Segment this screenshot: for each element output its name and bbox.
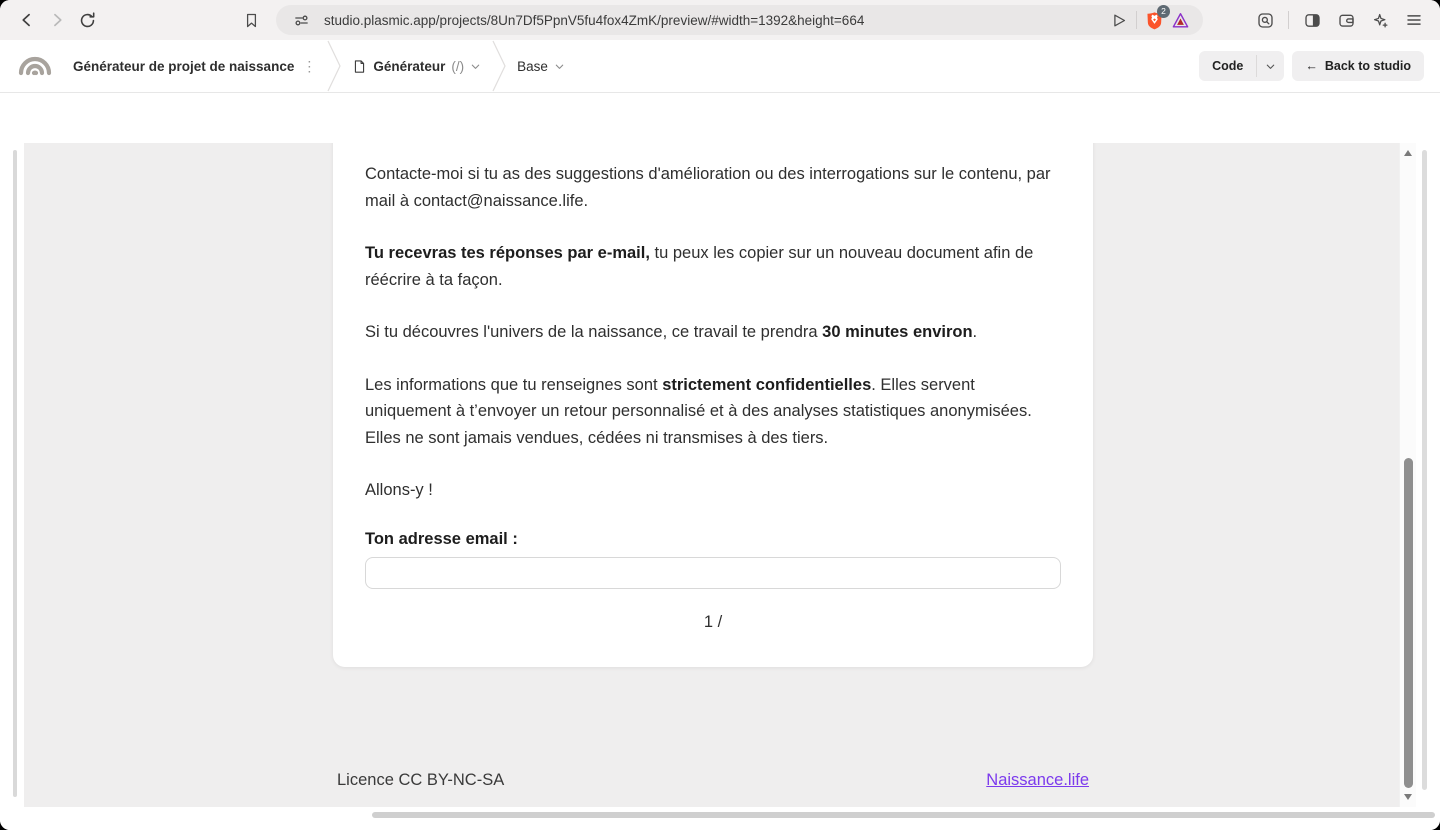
email-label: Ton adresse email :: [365, 529, 518, 548]
reload-icon[interactable]: [72, 5, 102, 35]
variant-label: Base: [517, 58, 548, 74]
back-to-studio-label: Back to studio: [1324, 59, 1411, 73]
plasmic-toolbar: [0, 40, 1440, 93]
page-name: Générateur: [373, 58, 446, 74]
resize-handle-left[interactable]: [13, 150, 17, 797]
kebab-menu-icon[interactable]: ⋮: [302, 57, 317, 74]
license-text: Licence CC BY-NC-SA: [337, 771, 505, 789]
search-tabs-icon[interactable]: [1251, 6, 1279, 34]
chevron-down-icon: [554, 61, 565, 72]
variant-selector[interactable]: [517, 59, 565, 74]
browser-toolbar: [0, 0, 1440, 40]
paragraph-privacy: Les informations que tu renseignes sont strictement confidentielles. Elles servent uniquement à t’envoyer un retour personnalisé et à des analyses statistiques anonymisées. Elles ne sont jamais vendues, cédées ni transmises à des tiers.: [365, 375, 1032, 447]
bookmark-icon[interactable]: [236, 5, 266, 35]
shield-badge: 2: [1157, 5, 1170, 18]
back-icon[interactable]: [12, 5, 42, 35]
vertical-scrollbar[interactable]: [1399, 143, 1416, 807]
project-title: Générateur de projet de naissance: [73, 58, 295, 74]
page-file-icon: [352, 59, 367, 74]
omnibox-divider: [1136, 11, 1137, 29]
scroll-up-arrow-icon[interactable]: [1404, 150, 1412, 156]
chevron-down-icon: [1265, 61, 1276, 72]
code-dropdown-button[interactable]: [1257, 51, 1284, 81]
url-text[interactable]: studio.plasmic.app/projects/8Un7Df5PpnV5fu4fox4ZmK/preview/#width=1392&height=664: [324, 12, 865, 28]
paragraph-letsgo: Allons-y !: [365, 481, 433, 499]
toolbar-divider: [1288, 11, 1289, 29]
forward-icon[interactable]: [42, 5, 72, 35]
triangle-extension-icon[interactable]: [1167, 7, 1193, 33]
wallet-icon[interactable]: [1332, 6, 1360, 34]
email-input[interactable]: [365, 557, 1061, 589]
paragraph-duration: Si tu découvres l'univers de la naissance, ce travail te prendra 30 minutes environ.: [365, 323, 978, 341]
preview-viewport: [24, 143, 1416, 807]
breadcrumb-separator: [326, 40, 342, 92]
send-icon[interactable]: [1106, 7, 1132, 33]
viewport-footer: [337, 771, 1089, 790]
scroll-down-arrow-icon[interactable]: [1404, 794, 1412, 800]
tune-icon[interactable]: [288, 7, 314, 33]
vertical-scrollbar-thumb[interactable]: [1404, 458, 1413, 788]
resize-handle-right[interactable]: [1422, 150, 1427, 790]
sidebar-icon[interactable]: [1298, 6, 1326, 34]
sparkle-ai-icon[interactable]: [1366, 6, 1394, 34]
breadcrumb-separator: [491, 40, 507, 92]
paragraph-responses: Tu recevras tes réponses par e-mail, tu peux les copier sur un nouveau document afin de réécrire à ta façon.: [365, 244, 1034, 289]
code-split-button: [1199, 51, 1284, 81]
menu-icon[interactable]: [1400, 6, 1428, 34]
code-button[interactable]: Code: [1212, 59, 1244, 73]
form-card: [333, 143, 1093, 667]
back-to-studio-button[interactable]: [1292, 51, 1424, 81]
left-arrow-icon: ←: [1305, 59, 1318, 73]
paragraph-contact: Contacte-moi si tu as des suggestions d'amélioration ou des interrogations sur le contenu, par mail à contact@naissance.life.: [365, 165, 1051, 210]
page-path: (/): [451, 58, 465, 74]
plasmic-logo-icon: [15, 46, 55, 86]
chevron-down-icon: [470, 61, 481, 72]
preview-page: [0, 93, 1440, 830]
brave-shield-icon[interactable]: [1141, 7, 1167, 33]
breadcrumb-page[interactable]: [352, 59, 481, 74]
naissance-life-link[interactable]: Naissance.life: [986, 771, 1089, 789]
page-counter: 1 /: [703, 612, 723, 631]
address-bar[interactable]: [276, 5, 1203, 35]
horizontal-scrollbar[interactable]: [372, 812, 1435, 818]
